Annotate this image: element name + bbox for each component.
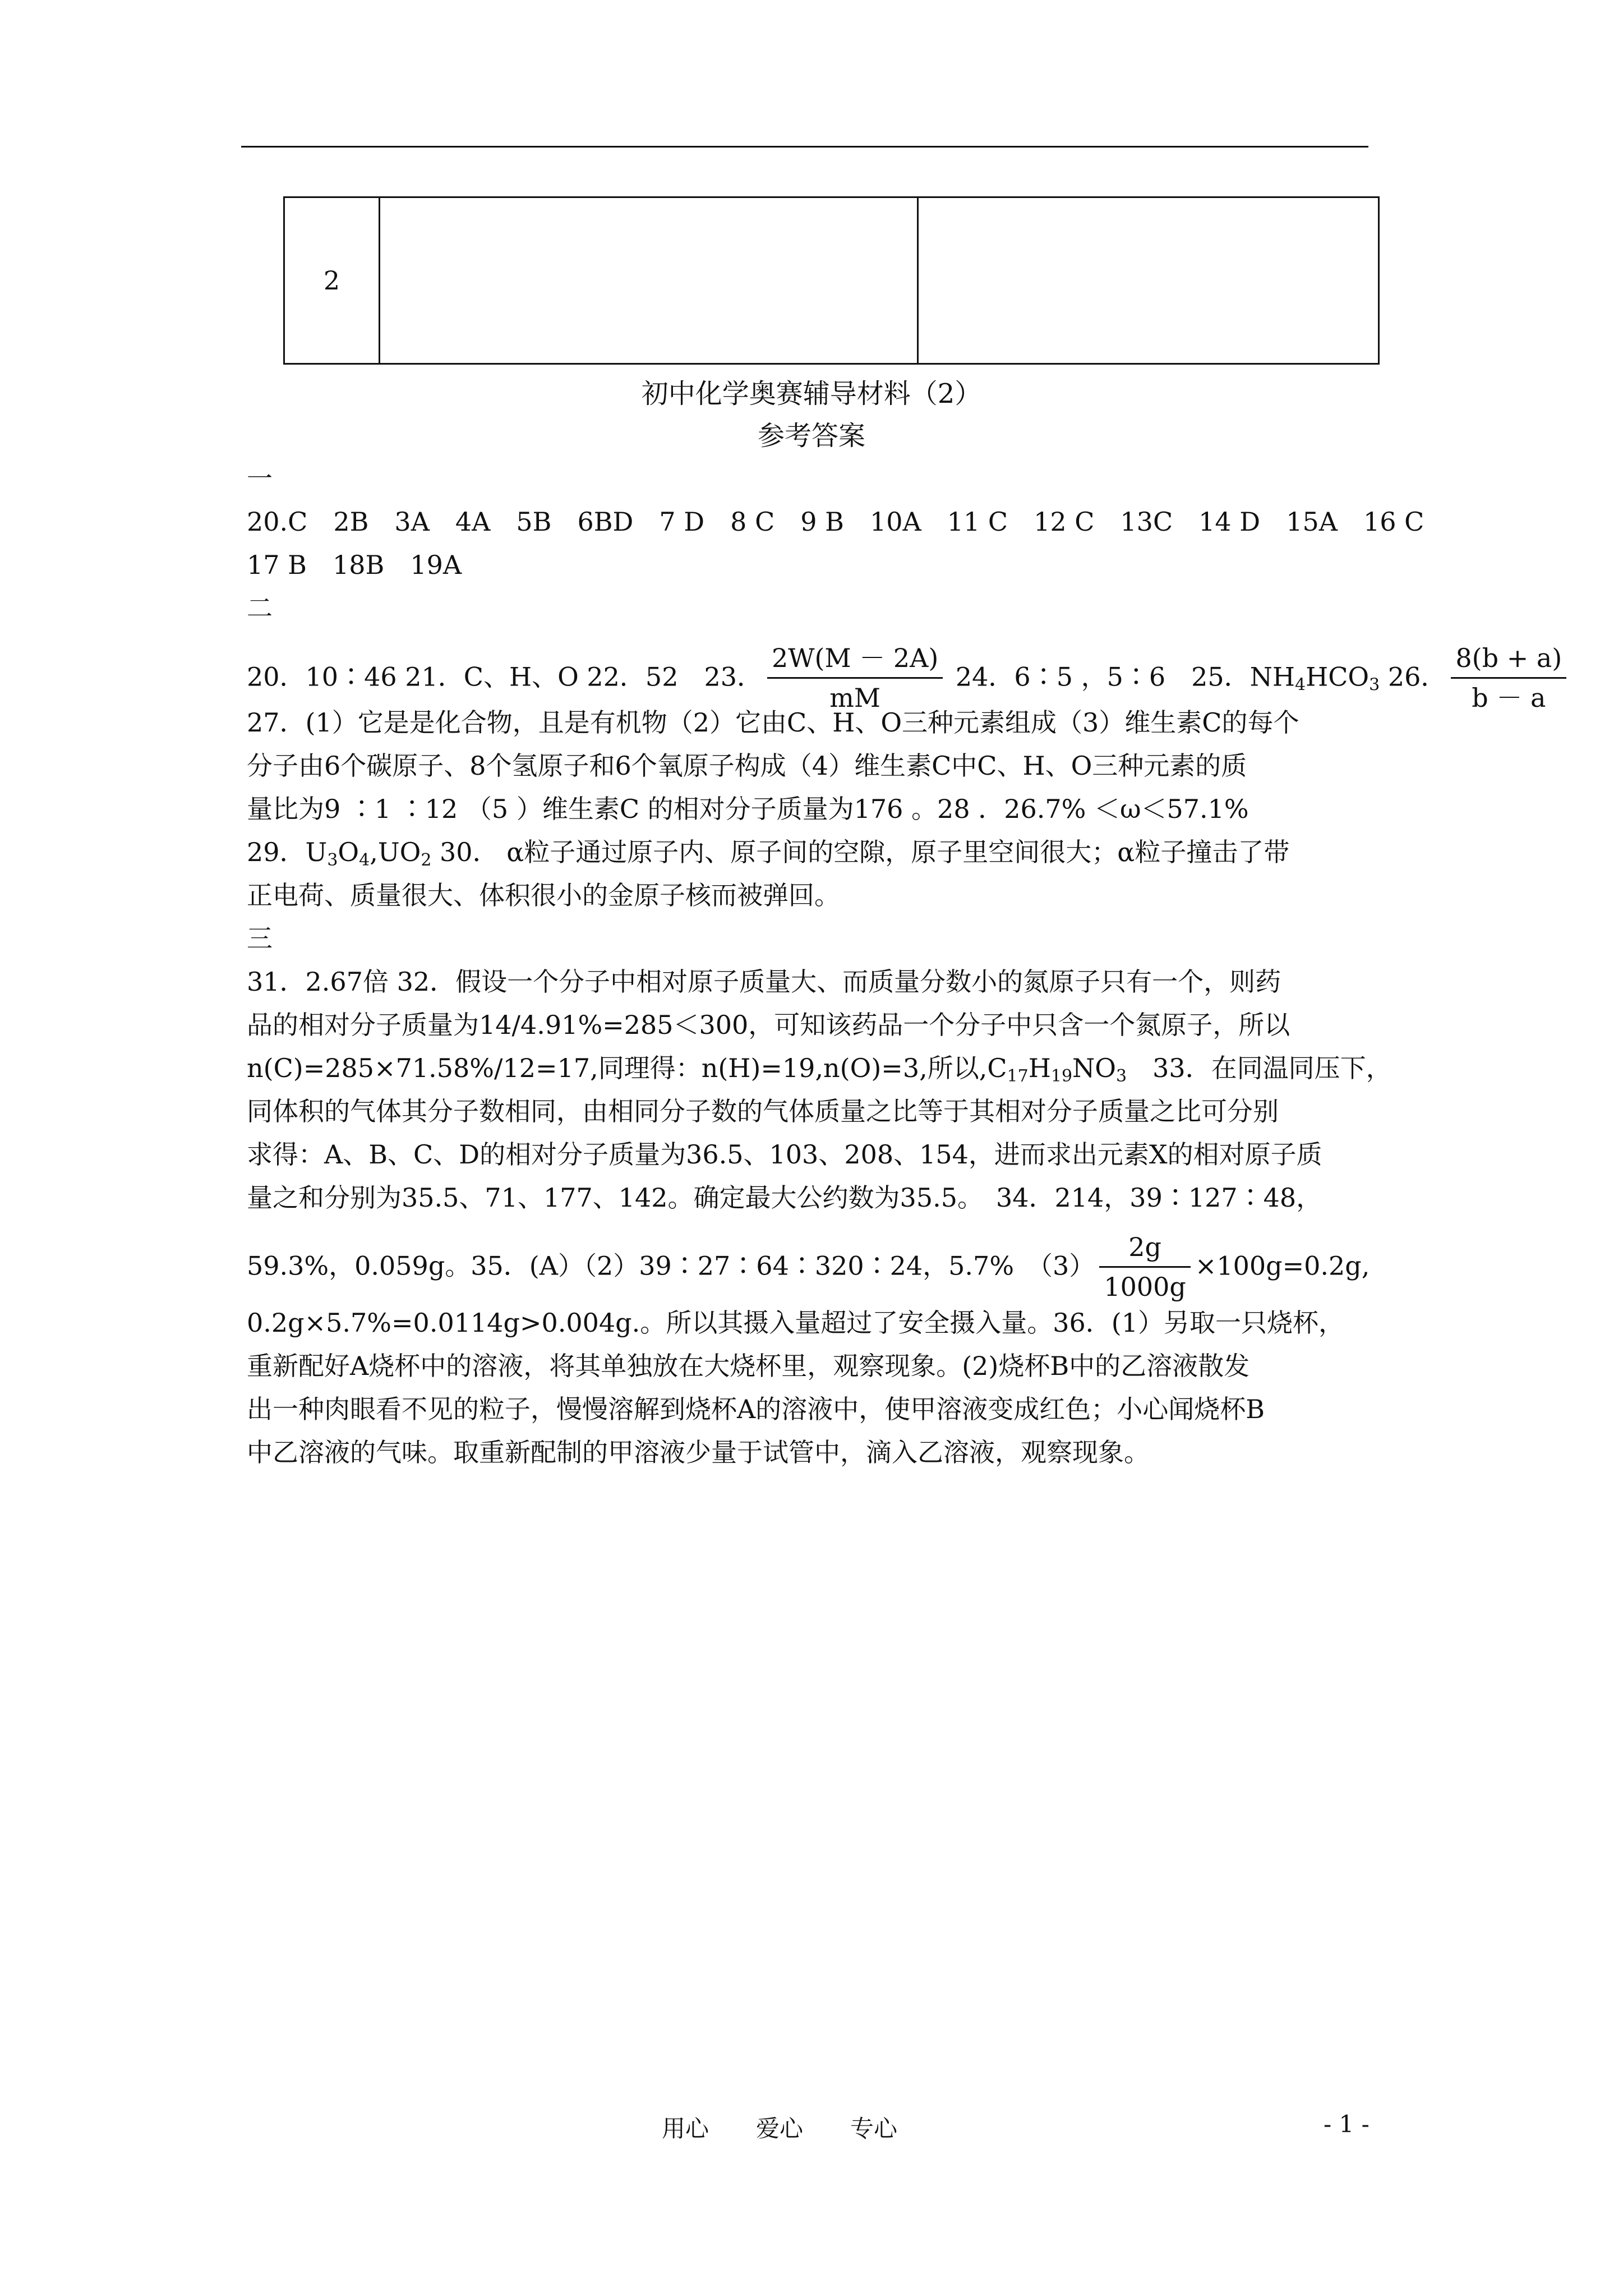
footer-motto: 用心 爱心 专心 — [662, 2115, 898, 2142]
subscript: 3 — [327, 850, 338, 870]
section-3-line: 量之和分别为35.5、71、177、142。确定最大公约数为35.5。 34．214，39∶127∶48， — [247, 1182, 1322, 1213]
fraction-denominator: b － a — [1472, 683, 1546, 713]
section-3-line: 0.2g×5.7%=0.0114g>0.004g.。所以其摄入量超过了安全摄入量。36．(1）另取一只烧杯， — [247, 1308, 1344, 1338]
table-cell — [380, 197, 918, 364]
text: 30． α粒子通过原子内、原子间的空隙，原子里空间很大；α粒子撞击了带 — [431, 837, 1290, 867]
text: O — [338, 837, 359, 867]
fraction-numerator: 2W(M － 2A) — [767, 641, 943, 679]
section-3-line: 31．2.67倍 32．假设一个分子中相对原子质量大、而质量分数小的氮原子只有一个，则药 — [247, 967, 1281, 997]
doc-title: 初中化学奥赛辅导材料（2） — [641, 378, 982, 409]
section-2-heading: 二 — [247, 593, 273, 623]
text: 33．在同温同压下， — [1127, 1053, 1392, 1083]
section-2-line — [247, 831, 1289, 874]
text: ,UO — [370, 837, 421, 867]
header-rule — [241, 146, 1368, 148]
fraction-denominator: 1000g — [1104, 1272, 1186, 1302]
subscript: 3 — [1116, 1066, 1127, 1086]
fraction-numerator: 8(b + a) — [1451, 641, 1566, 679]
doc-subtitle: 参考答案 — [757, 420, 865, 452]
subscript: 17 — [1007, 1066, 1029, 1086]
answer-table — [283, 196, 1380, 365]
text: ×100g=0.2g, — [1195, 1250, 1370, 1281]
section-3-line: 同体积的气体其分子数相同，由相同分子数的气体质量之比等于其相对分子质量之比可分别 — [247, 1096, 1279, 1126]
section-3-line: 中乙溶液的气味。取重新配制的甲溶液少量于试管中，滴入乙溶液，观察现象。 — [247, 1437, 1150, 1467]
section-3-line: 重新配好A烧杯中的溶液，将其单独放在大烧杯里，观察现象。(2)烧杯B中的乙溶液散发 — [247, 1351, 1250, 1381]
section-2-line: 27．(1）它是是化合物，且是有机物（2）它由C、H、O三种元素组成（3）维生素C的每个 — [247, 707, 1299, 738]
text: n(C)=285×71.58%/12=17,同理得：n(H)=19,n(O)=3,所以,C — [247, 1053, 1007, 1083]
section-3-heading: 三 — [247, 923, 273, 954]
text: 59.3%，0.059g。35．(A）（2）39∶27∶64∶320∶24，5.7% （3） — [247, 1250, 1095, 1281]
subscript: 3 — [1369, 675, 1380, 695]
section-1-heading: 一 — [247, 463, 273, 494]
text: 20．10∶46 21．C、H、O 22．52 23． — [247, 661, 763, 692]
section-3-line: 品的相对分子质量为14/4.91%=285＜300，可知该药品一个分子中只含一个氮原子，所以 — [247, 1010, 1290, 1040]
section-3-line — [247, 1231, 1370, 1305]
table-row — [284, 197, 1379, 364]
fraction-numerator: 2g — [1099, 1230, 1191, 1268]
section-3-line: 出一种肉眼看不见的粒子，慢慢溶解到烧杯A的溶液中，使甲溶液变成红色；小心闻烧杯B — [247, 1394, 1265, 1424]
subscript: 4 — [359, 850, 370, 870]
fraction — [1099, 1230, 1191, 1304]
fraction-denominator: mM — [829, 683, 880, 713]
text: HCO — [1306, 661, 1370, 692]
text: H — [1028, 1053, 1051, 1083]
text: NO — [1072, 1053, 1117, 1083]
subscript: 4 — [1295, 675, 1306, 695]
section-2-line: 正电荷、质量很大、体积很小的金原子核而被弹回。 — [247, 880, 840, 910]
section-1-line: 20.C 2B 3A 4A 5B 6BD 7 D 8 C 9 B 10A 11 C 12 C 13C 14 D 15A 16 C — [247, 507, 1424, 537]
text: 24．6∶5 ，5∶6 25．NH — [947, 661, 1295, 692]
subscript: 2 — [421, 850, 432, 870]
text: 26． — [1380, 661, 1447, 692]
section-2-line: 分子由6个碳原子、8个氢原子和6个氧原子构成（4）维生素C中C、H、O三种元素的质 — [247, 751, 1247, 781]
page-number: - 1 - — [1324, 2110, 1370, 2138]
subscript: 19 — [1050, 1066, 1073, 1086]
section-3-line: 求得：A、B、C、D的相对分子质量为36.5、103、208、154，进而求出元素X的相对原子质 — [247, 1139, 1322, 1170]
row-number-cell: 2 — [284, 197, 380, 364]
section-2-line: 量比为9 ∶1 ∶12 （5 ）维生素C 的相对分子质量为176 。28 ．26.7% ＜ω＜57.1% — [247, 794, 1249, 824]
fraction — [1451, 641, 1566, 715]
table-cell — [918, 197, 1379, 364]
text: 29．U — [247, 837, 328, 867]
section-1-line: 17 B 18B 19A — [247, 550, 462, 580]
section-3-line — [247, 1047, 1392, 1090]
